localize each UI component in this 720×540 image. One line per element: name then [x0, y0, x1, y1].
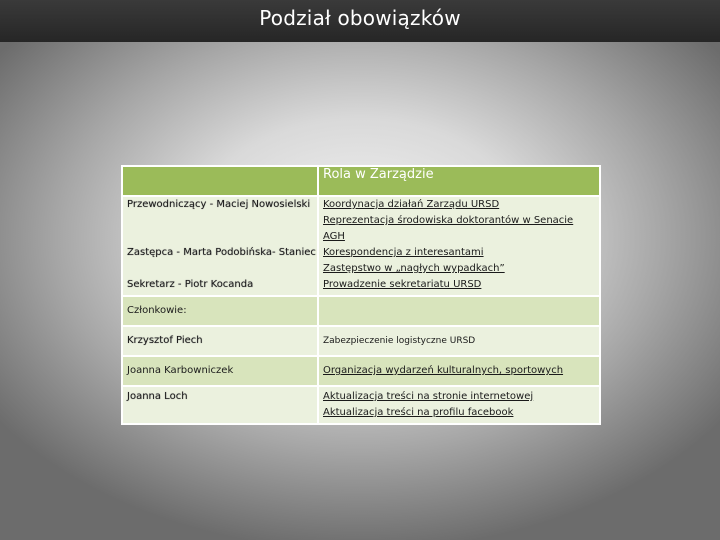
role-line[interactable]: Prowadzenie sekretariatu URSD: [323, 279, 482, 290]
table-header-row: [122, 166, 600, 196]
table-row-member: [122, 326, 600, 356]
member-role-cell: [318, 386, 600, 424]
members-label-cell: Członkowie:: [122, 296, 318, 326]
role-line[interactable]: Koordynacja działań Zarządu URSD: [323, 199, 500, 210]
table-row-member: [122, 386, 600, 424]
board-roles-cell: [318, 196, 600, 296]
role-line[interactable]: Korespondencja z interesantami: [323, 247, 484, 258]
member-name: Joanna Loch: [122, 386, 318, 424]
member-name: Krzysztof Piech: [122, 326, 318, 356]
member-role[interactable]: Organizacja wydarzeń kulturalnych, sportowych: [323, 365, 564, 376]
board-name-secretary: Sekretarz - Piotr Kocanda: [127, 279, 254, 290]
table-row-members-label: [122, 296, 600, 326]
table-row-board: [122, 196, 600, 296]
slide-title: Podział obowiązków: [259, 6, 461, 30]
roles-table: [121, 165, 601, 425]
role-line[interactable]: AGH: [323, 231, 345, 242]
member-role: Zabezpieczenie logistyczne URSD: [323, 336, 476, 346]
members-label-empty-cell: [318, 296, 600, 326]
role-line[interactable]: Zastępstwo w „nagłych wypadkach”: [323, 263, 505, 274]
member-role[interactable]: Aktualizacja treści na profilu facebook: [323, 407, 514, 418]
header-cell-empty: [122, 166, 318, 196]
member-name: Joanna Karbowniczek: [122, 356, 318, 386]
member-role-cell: [318, 326, 600, 356]
role-line[interactable]: Reprezentacja środowiska doktorantów w Senacie: [323, 215, 574, 226]
table-row-member: [122, 356, 600, 386]
board-name-chair: Przewodniczący - Maciej Nowosielski: [127, 199, 311, 210]
header-cell-role: Rola w Zarządzie: [318, 166, 600, 196]
board-names-cell: [122, 196, 318, 296]
member-role[interactable]: Aktualizacja treści na stronie internetowej: [323, 391, 534, 402]
member-role-cell: [318, 356, 600, 386]
board-name-deputy: Zastępca - Marta Podobińska- Staniec: [127, 247, 316, 258]
